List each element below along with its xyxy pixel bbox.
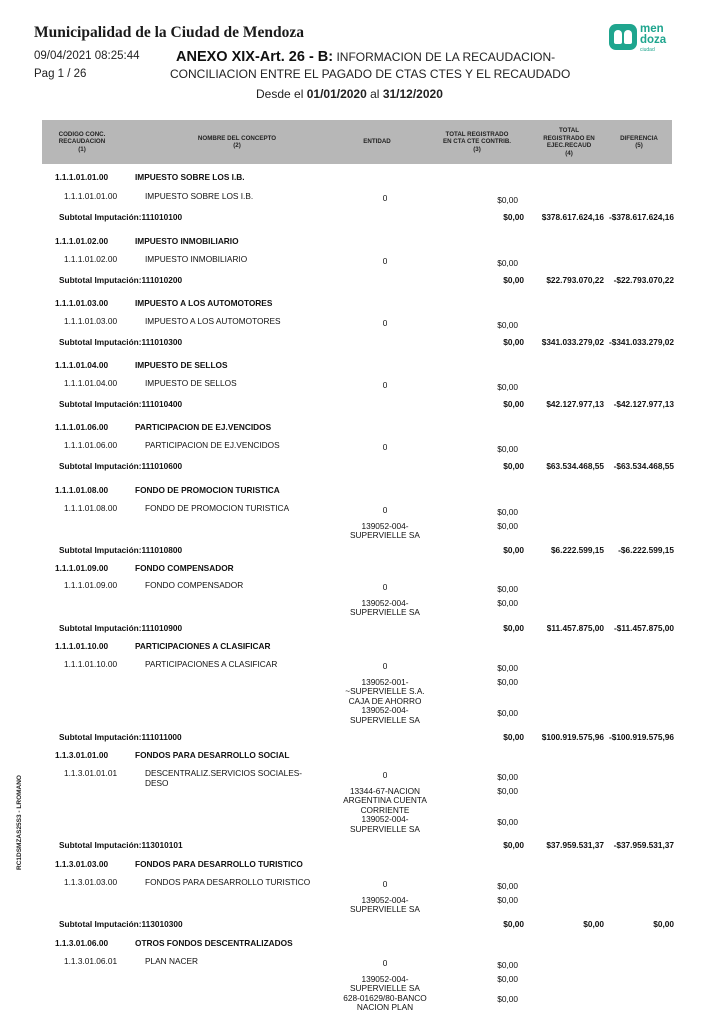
subtotal-label: Subtotal Imputación:111010800 bbox=[59, 545, 183, 555]
subtotal-diff: -$378.617.624,16 bbox=[608, 212, 674, 222]
entity-line: 139052-004- bbox=[361, 814, 409, 825]
group-code: 1.1.1.01.09.00 bbox=[55, 563, 109, 573]
column-header-line: ENTIDAD bbox=[363, 138, 391, 146]
registered-amount: $0,00 bbox=[497, 994, 518, 1004]
logo-text-2: doza bbox=[640, 34, 667, 46]
concept-name: PARTICIPACION DE EJ.VENCIDOS bbox=[145, 440, 280, 450]
report-title-rest: INFORMACION DE LA RECAUDACION- bbox=[336, 50, 556, 64]
registered-amount: $0,00 bbox=[497, 772, 518, 782]
subtotal-registered: $0,00 bbox=[503, 461, 524, 471]
entity-line: NACION PLAN bbox=[356, 1002, 414, 1013]
entity-line: 0 bbox=[382, 505, 388, 515]
registered-amount: $0,00 bbox=[497, 708, 518, 718]
registered-amount: $0,00 bbox=[497, 895, 518, 905]
report-title-bold: ANEXO XIX-Art. 26 - B: bbox=[176, 49, 334, 65]
subtotal-label: Subtotal Imputación:111010900 bbox=[59, 623, 183, 633]
group-name: PARTICIPACION DE EJ.VENCIDOS bbox=[135, 422, 272, 432]
column-header-line: (5) bbox=[635, 142, 643, 149]
subtotal-registered: $0,00 bbox=[503, 623, 524, 633]
subtotal-ejec: $100.919.575,96 bbox=[541, 732, 604, 742]
detail-code: 1.1.1.01.06.00 bbox=[64, 440, 118, 450]
subtotal-ejec: $11.457.875,00 bbox=[546, 623, 604, 633]
org-title: Municipalidad de la Ciudad de Mendoza bbox=[34, 24, 305, 41]
subtotal-diff: -$11.457.875,00 bbox=[614, 623, 674, 633]
detail-code: 1.1.3.01.03.00 bbox=[64, 877, 118, 887]
column-header-line: (4) bbox=[565, 149, 573, 157]
concept-name: FONDOS PARA DESARROLLO TURISTICO bbox=[145, 877, 311, 887]
group-code: 1.1.1.01.02.00 bbox=[55, 236, 109, 246]
detail-code: 1.1.1.01.09.00 bbox=[64, 580, 118, 590]
detail-code: 1.1.1.01.04.00 bbox=[64, 378, 118, 388]
group-name: OTROS FONDOS DESCENTRALIZADOS bbox=[135, 938, 293, 948]
group-name: FONDO DE PROMOCION TURISTICA bbox=[135, 485, 280, 495]
registered-amount: $0,00 bbox=[497, 521, 518, 531]
group-name: FONDOS PARA DESARROLLO SOCIAL bbox=[135, 750, 290, 760]
logo-text-3: ciudad bbox=[640, 47, 655, 53]
entity-line: 0 bbox=[382, 661, 388, 671]
entity-line: CAJA DE AHORRO bbox=[348, 695, 422, 706]
concept-name: IMPUESTO SOBRE LOS I.B. bbox=[145, 191, 254, 201]
subtotal-diff: -$42.127.977,13 bbox=[613, 399, 674, 409]
subtotal-label: Subtotal Imputación:113010101 bbox=[59, 840, 183, 850]
group-code: 1.1.3.01.06.00 bbox=[55, 938, 109, 948]
report-datetime: 09/04/2021 08:25:44 bbox=[34, 50, 140, 62]
group-name: IMPUESTO SOBRE LOS I.B. bbox=[135, 172, 245, 182]
group-code: 1.1.3.01.01.00 bbox=[55, 750, 109, 760]
concept-name: DESCENTRALIZ.SERVICIOS SOCIALES- bbox=[145, 768, 303, 778]
entity-line: ~SUPERVIELLE S.A. bbox=[345, 686, 425, 697]
detail-code: 1.1.1.01.08.00 bbox=[64, 503, 118, 513]
column-header-line: RECAUDACION bbox=[58, 138, 106, 146]
detail-code: 1.1.1.01.02.00 bbox=[64, 254, 118, 264]
range-to: 31/12/2020 bbox=[382, 87, 443, 101]
registered-amount: $0,00 bbox=[497, 320, 518, 330]
column-header-line: TOTAL REGISTRADO bbox=[445, 130, 509, 138]
logo-text-1: men bbox=[640, 23, 664, 35]
concept-name: PARTICIPACIONES A CLASIFICAR bbox=[145, 659, 278, 669]
entity-line: 0 bbox=[382, 256, 388, 266]
entity-line: ARGENTINA CUENTA bbox=[343, 795, 427, 806]
registered-amount: $0,00 bbox=[497, 584, 518, 594]
subtotal-ejec: $63.534.468,55 bbox=[546, 461, 604, 471]
range-from: 01/01/2020 bbox=[306, 87, 367, 101]
registered-amount: $0,00 bbox=[497, 677, 518, 687]
group-code: 1.1.1.01.04.00 bbox=[55, 360, 109, 370]
page-number: Pag 1 / 26 bbox=[34, 68, 87, 80]
subtotal-diff: -$6.222.599,15 bbox=[618, 545, 674, 555]
registered-amount: $0,00 bbox=[497, 960, 518, 970]
entity-line: 139052-004- bbox=[361, 521, 409, 531]
subtotal-diff: -$341.033.279,02 bbox=[608, 337, 674, 347]
group-code: 1.1.1.01.10.00 bbox=[55, 641, 109, 651]
registered-amount: $0,00 bbox=[497, 195, 518, 205]
registered-amount: $0,00 bbox=[497, 817, 518, 827]
entity-line: 139052-001- bbox=[361, 677, 409, 687]
entity-line: SUPERVIELLE SA bbox=[350, 823, 420, 834]
column-header-line: NOMBRE DEL CONCEPTO bbox=[197, 134, 277, 142]
subtotal-diff: -$63.534.468,55 bbox=[613, 461, 674, 471]
registered-amount: $0,00 bbox=[497, 881, 518, 891]
detail-code: 1.1.1.01.01.00 bbox=[64, 191, 118, 201]
subtotal-ejec: $378.617.624,16 bbox=[541, 212, 604, 222]
registered-amount: $0,00 bbox=[497, 786, 518, 796]
entity-line: 0 bbox=[382, 442, 388, 452]
subtotal-ejec: $341.033.279,02 bbox=[541, 337, 604, 347]
subtotal-label: Subtotal Imputación:111010600 bbox=[59, 461, 183, 471]
entity-line: SUPERVIELLE SA bbox=[350, 607, 420, 618]
detail-code: 1.1.1.01.03.00 bbox=[64, 316, 118, 326]
subtotal-label: Subtotal Imputación:113010300 bbox=[59, 919, 183, 929]
group-name: IMPUESTO A LOS AUTOMOTORES bbox=[135, 298, 273, 308]
column-header-line: EJEC.RECAUD bbox=[546, 142, 592, 149]
group-code: 1.1.1.01.01.00 bbox=[55, 172, 109, 182]
subtotal-ejec: $0,00 bbox=[583, 919, 604, 929]
detail-code: 1.1.3.01.06.01 bbox=[64, 956, 118, 966]
subtotal-registered: $0,00 bbox=[503, 212, 524, 222]
subtotal-registered: $0,00 bbox=[503, 337, 524, 347]
entity-line: 0 bbox=[382, 193, 388, 203]
group-code: 1.1.1.01.03.00 bbox=[55, 298, 109, 308]
concept-name: IMPUESTO A LOS AUTOMOTORES bbox=[145, 316, 281, 326]
concept-name: PLAN NACER bbox=[145, 956, 199, 966]
subtotal-registered: $0,00 bbox=[503, 919, 524, 929]
entity-line: 628-01629/80-BANCO bbox=[343, 992, 427, 1003]
column-header-line: REGISTRADO EN bbox=[543, 134, 595, 142]
subtotal-label: Subtotal Imputación:111011000 bbox=[59, 732, 182, 742]
group-name: PARTICIPACIONES A CLASIFICAR bbox=[135, 641, 271, 651]
side-code: RC1DSMZAS25S3 - LROMANO bbox=[16, 775, 23, 870]
registered-amount: $0,00 bbox=[497, 258, 518, 268]
subtotal-label: Subtotal Imputación:111010300 bbox=[59, 337, 183, 347]
registered-amount: $0,00 bbox=[497, 382, 518, 392]
group-code: 1.1.1.01.06.00 bbox=[55, 422, 109, 432]
column-header-line: CODIGO CONC. bbox=[58, 130, 106, 138]
subtotal-ejec: $6.222.599,15 bbox=[550, 545, 604, 555]
group-name: FONDO COMPENSADOR bbox=[135, 563, 234, 573]
registered-amount: $0,00 bbox=[497, 507, 518, 517]
subtotal-registered: $0,00 bbox=[503, 732, 524, 742]
group-name: FONDOS PARA DESARROLLO TURISTICO bbox=[135, 859, 303, 869]
range-mid: al bbox=[370, 87, 380, 101]
subtotal-diff: -$37.959.531,37 bbox=[613, 840, 674, 850]
entity-line: CORRIENTE bbox=[360, 804, 410, 815]
group-code: 1.1.3.01.03.00 bbox=[55, 859, 109, 869]
concept-name: FONDO DE PROMOCION TURISTICA bbox=[145, 503, 290, 513]
entity-line: 0 bbox=[382, 582, 388, 592]
subtotal-registered: $0,00 bbox=[503, 275, 524, 285]
subtotal-ejec: $37.959.531,37 bbox=[546, 840, 604, 850]
group-name: IMPUESTO INMOBILIARIO bbox=[135, 236, 239, 246]
entity-line: 139052-004- bbox=[361, 598, 409, 608]
report-subtitle: CONCILIACION ENTRE EL PAGADO DE CTAS CTES Y EL RECAUDADO bbox=[170, 67, 571, 81]
column-header-line: (1) bbox=[78, 145, 86, 153]
subtotal-label: Subtotal Imputación:111010400 bbox=[59, 399, 183, 409]
entity-line: 13344-67-NACION bbox=[349, 786, 421, 796]
entity-line: 0 bbox=[382, 318, 388, 328]
entity-line: SUPERVIELLE SA bbox=[350, 983, 420, 994]
subtotal-ejec: $22.793.070,22 bbox=[546, 275, 604, 285]
concept-name: FONDO COMPENSADOR bbox=[145, 580, 244, 590]
entity-line: 139052-004- bbox=[361, 974, 409, 984]
subtotal-registered: $0,00 bbox=[503, 840, 524, 850]
entity-line: 139052-004- bbox=[361, 705, 409, 716]
column-header-line: (2) bbox=[233, 142, 241, 149]
entity-line: SUPERVIELLE SA bbox=[350, 904, 420, 915]
subtotal-diff: -$22.793.070,22 bbox=[613, 275, 674, 285]
subtotal-diff: -$100.919.575,96 bbox=[608, 732, 674, 742]
entity-line: 139052-004- bbox=[361, 895, 409, 905]
subtotal-ejec: $42.127.977,13 bbox=[546, 399, 604, 409]
registered-amount: $0,00 bbox=[497, 974, 518, 984]
column-header-line: (3) bbox=[473, 145, 481, 153]
entity-line: 0 bbox=[382, 958, 388, 968]
column-header-line: TOTAL bbox=[558, 127, 580, 134]
group-code: 1.1.1.01.08.00 bbox=[55, 485, 109, 495]
entity-line: 0 bbox=[382, 380, 388, 390]
registered-amount: $0,00 bbox=[497, 598, 518, 608]
entity-line: SUPERVIELLE SA bbox=[350, 530, 420, 541]
column-header-line: DIFERENCIA bbox=[620, 134, 658, 142]
entity-line: SUPERVIELLE SA bbox=[350, 714, 420, 725]
group-name: IMPUESTO DE SELLOS bbox=[135, 360, 228, 370]
registered-amount: $0,00 bbox=[497, 444, 518, 454]
concept-name: IMPUESTO INMOBILIARIO bbox=[145, 254, 248, 264]
entity-line: 0 bbox=[382, 770, 388, 780]
subtotal-registered: $0,00 bbox=[503, 545, 524, 555]
registered-amount: $0,00 bbox=[497, 663, 518, 673]
detail-code: 1.1.3.01.01.01 bbox=[64, 768, 118, 778]
subtotal-label: Subtotal Imputación:111010200 bbox=[59, 275, 183, 285]
detail-code: 1.1.1.01.10.00 bbox=[64, 659, 118, 669]
concept-name: IMPUESTO DE SELLOS bbox=[145, 378, 237, 388]
subtotal-label: Subtotal Imputación:111010100 bbox=[59, 212, 183, 222]
range-prefix: Desde el bbox=[256, 87, 304, 101]
entity-line: 0 bbox=[382, 879, 388, 889]
subtotal-diff: $0,00 bbox=[653, 919, 674, 929]
concept-name: DESO bbox=[145, 778, 169, 788]
subtotal-registered: $0,00 bbox=[503, 399, 524, 409]
column-header-line: EN CTA CTE CONTRIB. bbox=[442, 138, 512, 146]
